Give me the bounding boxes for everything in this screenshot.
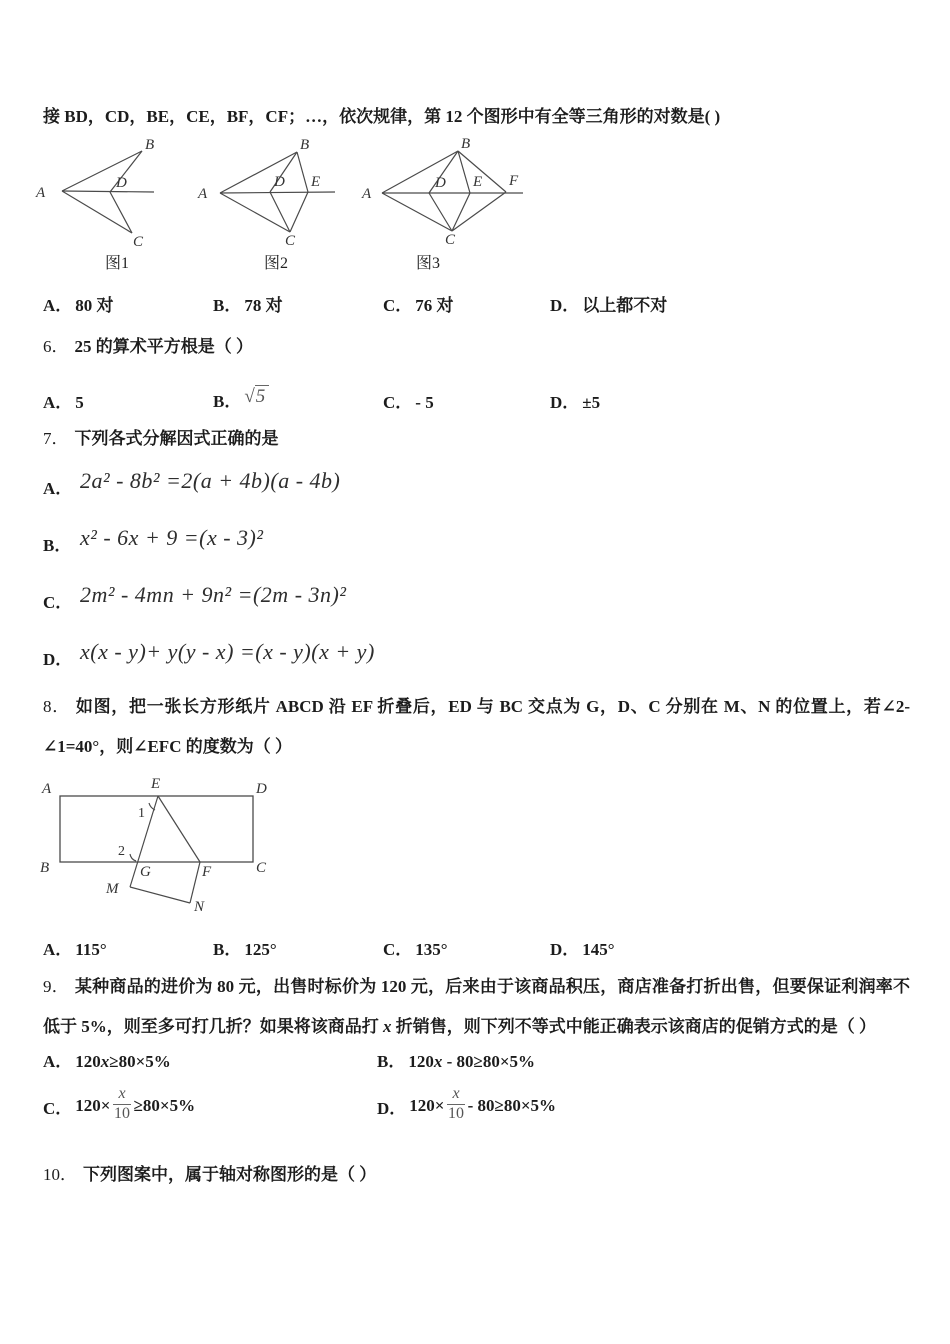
q9-option-a	[43, 1047, 377, 1077]
vertex-label-a: A	[362, 186, 372, 202]
vertex-label-b: B	[461, 136, 471, 152]
option-coef: 120	[75, 1052, 101, 1071]
question-text-before-x: 某种商品的进价为 80 元，出售时标价为 120 元，后来由于该商品积压，商店准备打折出售，但要保证利润率不低于 5%，则至多可打几折？如果将该商品打	[43, 977, 911, 1036]
vertex-label-e: E	[473, 174, 483, 190]
vertex-label-c: C	[133, 234, 144, 250]
option-letter: A．	[43, 296, 73, 315]
option-letter: A．	[43, 393, 73, 412]
option-letter: C．	[43, 593, 73, 612]
radicand: 5	[255, 385, 270, 407]
option-text: 76 对	[415, 296, 454, 315]
variable-x: x	[383, 1017, 392, 1036]
option-letter: B．	[377, 1052, 406, 1071]
option-letter: C．	[43, 1098, 73, 1118]
option-text: 78 对	[244, 296, 283, 315]
vertex-label-m: M	[106, 881, 119, 897]
q8-options	[43, 935, 910, 965]
q6-option-d	[550, 388, 910, 413]
vertex-label-f: F	[202, 864, 212, 880]
question-text: 下列图案中，属于轴对称图形的是（ ）	[83, 1165, 377, 1184]
math-expression: x(x - y)+ y(y - x) =(x - y)(x + y)	[80, 639, 375, 664]
q9-option-b	[377, 1047, 910, 1077]
vertex-label-a: A	[198, 186, 208, 202]
angle-label-1: 1	[138, 806, 145, 821]
option-text: 145°	[582, 940, 615, 959]
option-variable: x	[433, 1052, 443, 1071]
question-text: 如图，把一张长方形纸片 ABCD 沿 EF 折叠后，ED 与 BC 交点为 G，D、C 分别在 M、N 的位置上，若∠2-∠1=40°，则∠EFC 的度数为（ ）	[43, 697, 910, 756]
math-expression: 2a² - 8b² =2(a + 4b)(a - 4b)	[80, 468, 341, 493]
option-letter: A．	[43, 940, 73, 959]
q5-option-d	[550, 291, 910, 321]
option-coef: 120	[408, 1052, 434, 1071]
question-number: 9．	[43, 977, 69, 996]
vertex-label-d: D	[274, 174, 285, 190]
q7-stem	[43, 425, 910, 453]
math-expression: 2m² - 4mn + 9n² =(2m - 3n)²	[80, 582, 347, 607]
question-text: 下列各式分解因式正确的是	[74, 429, 279, 448]
q5-option-c	[383, 291, 550, 321]
option-letter: B．	[213, 940, 242, 959]
option-letter: D．	[550, 940, 580, 959]
question-number: 6．	[43, 337, 69, 356]
fraction	[113, 1086, 130, 1123]
figure3-drawing	[360, 135, 545, 275]
option-letter: D．	[550, 296, 580, 315]
vertex-label-g: G	[140, 864, 151, 880]
option-text: - 5	[415, 393, 434, 412]
vertex-label-n: N	[194, 899, 205, 915]
vertex-label-d: D	[435, 175, 446, 191]
option-before-fraction: 120×	[409, 1096, 445, 1115]
option-letter: D．	[550, 393, 580, 412]
option-text: 以上都不对	[582, 296, 668, 315]
option-variable: x	[100, 1052, 110, 1071]
angle-label-2: 2	[118, 844, 125, 859]
vertex-label-e: E	[311, 174, 321, 190]
fraction-numerator: x	[447, 1086, 464, 1105]
q5-figure-3	[360, 135, 545, 275]
option-after-fraction: - 80≥80×5%	[467, 1096, 557, 1115]
vertex-label-c: C	[285, 233, 296, 249]
option-rest: - 80≥80×5%	[442, 1052, 536, 1071]
vertex-label-a: A	[36, 185, 46, 201]
q5-option-b	[213, 291, 383, 321]
figure2-caption: 图2	[263, 255, 289, 272]
q7-option-a	[43, 459, 910, 499]
vertex-label-c: C	[445, 232, 456, 248]
option-after-fraction: ≥80×5%	[133, 1096, 196, 1115]
figure1-caption: 图1	[104, 255, 130, 272]
fraction	[447, 1086, 464, 1123]
option-before-fraction: 120×	[75, 1096, 111, 1115]
q6-options	[43, 367, 910, 415]
option-letter: C．	[383, 940, 413, 959]
math-expression: x² - 6x + 9 =(x - 3)²	[80, 525, 264, 550]
vertex-label-a: A	[42, 781, 52, 797]
option-letter: B．	[43, 536, 72, 555]
option-letter: C．	[383, 296, 413, 315]
option-text: ±5	[582, 393, 601, 412]
option-rest: ≥80×5%	[109, 1052, 171, 1071]
option-text: 135°	[415, 940, 448, 959]
option-letter: B．	[213, 296, 242, 315]
option-letter: A．	[43, 1052, 73, 1071]
q9-option-c	[43, 1084, 377, 1125]
fraction-denominator: 10	[448, 1104, 465, 1122]
option-text: 125°	[244, 940, 277, 959]
q8-option-c	[383, 935, 550, 965]
figure1-drawing	[30, 135, 190, 275]
q7-option-d	[43, 630, 910, 670]
q8-option-b	[213, 935, 383, 965]
sqrt-expression	[244, 386, 269, 407]
q8-option-a	[43, 935, 213, 965]
radical-sign: √	[244, 386, 255, 407]
fraction-numerator: x	[113, 1086, 130, 1105]
q5-stem: 接 BD，CD，BE，CE，BF，CF；…，依次规律，第 12 个图形中有全等三角形的对数是( )	[43, 107, 721, 126]
vertex-label-b: B	[40, 860, 50, 876]
q6-stem	[43, 333, 910, 361]
vertex-label-b: B	[145, 137, 155, 153]
question-number: 10．	[43, 1165, 77, 1184]
option-letter: B．	[213, 392, 242, 411]
question-text: 25 的算术平方根是（ ）	[74, 337, 253, 356]
q9-option-d	[377, 1084, 910, 1125]
question-number: 7．	[43, 429, 69, 448]
figure3-caption: 图3	[415, 255, 441, 272]
option-letter: D．	[43, 650, 73, 669]
q8-figure	[30, 775, 910, 927]
q5-figures	[30, 135, 910, 275]
option-text: 80 对	[75, 296, 114, 315]
option-text: 115°	[75, 940, 107, 959]
q6-option-a	[43, 388, 213, 413]
fraction-denominator: 10	[114, 1104, 131, 1122]
vertex-label-d: D	[116, 175, 127, 191]
q5-figure-1	[30, 135, 190, 275]
vertex-label-c: C	[256, 860, 267, 876]
q9-options-row1	[43, 1047, 910, 1077]
vertex-label-e: E	[151, 776, 161, 792]
q7-option-c	[43, 573, 910, 613]
option-text: 5	[75, 393, 84, 412]
q9-stem	[43, 967, 910, 1047]
q6-option-c	[383, 388, 550, 413]
question-text-after-x: 折销售，则下列不等式中能正确表示该商店的促销方式的是（ ）	[391, 1017, 876, 1036]
q7-option-b	[43, 516, 910, 556]
vertex-label-b: B	[300, 137, 310, 153]
q8-option-d	[550, 935, 910, 965]
q6-option-b	[213, 387, 383, 413]
fold-figure-drawing	[30, 775, 310, 927]
q5-option-a	[43, 291, 213, 321]
q8-stem	[43, 687, 910, 767]
option-letter: D．	[377, 1098, 407, 1118]
vertex-label-f: F	[509, 173, 519, 189]
q5-figure-2	[190, 135, 365, 275]
q5-options	[43, 291, 910, 321]
figure2-drawing	[190, 135, 365, 275]
q10-stem	[43, 1161, 910, 1189]
vertex-label-d: D	[256, 781, 267, 797]
q9-options-row2	[43, 1077, 910, 1135]
option-letter: C．	[383, 393, 413, 412]
question-number: 8．	[43, 697, 70, 716]
option-letter: A．	[43, 479, 73, 498]
